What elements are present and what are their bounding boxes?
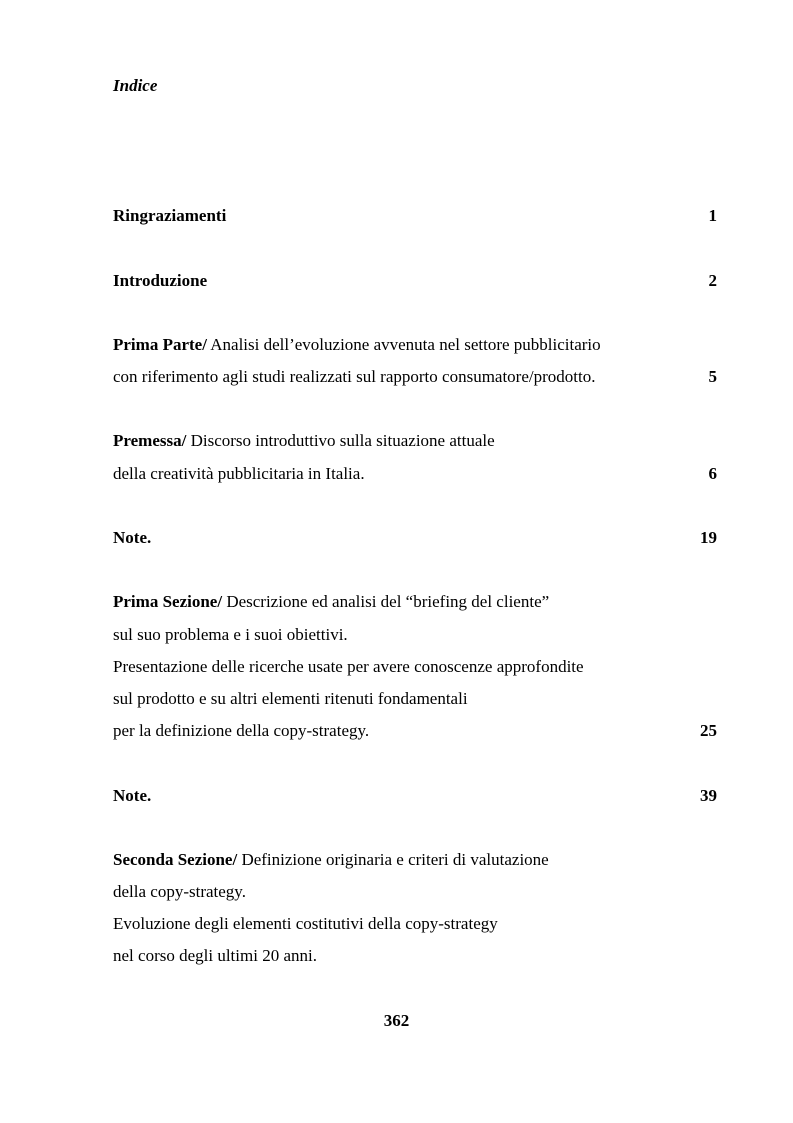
toc-entry-description: Descrizione ed analisi del “briefing del cliente” <box>222 592 550 611</box>
toc-entry-description: con riferimento agli studi realizzati sul rapporto consumatore/prodotto. <box>113 367 596 386</box>
toc-entry-title: Note. <box>113 786 152 805</box>
toc-entry-seconda-sezione-continued <box>113 944 717 968</box>
toc-entry-prima-sezione <box>113 590 717 614</box>
toc-entry-title: Ringraziamenti <box>113 206 227 225</box>
toc-entry-description: della creatività pubblicitaria in Italia. <box>113 464 365 483</box>
toc-entry-description: Definizione originaria e criteri di valutazione <box>237 850 549 869</box>
toc-entry-seconda-sezione-continued <box>113 880 717 904</box>
page-number: 362 <box>383 1011 410 1030</box>
toc-entry-description: sul prodotto e su altri elementi ritenuti fondamentali <box>113 689 468 708</box>
toc-entry-title: Prima Sezione/ <box>113 592 223 611</box>
toc-entry-premessa-continued <box>113 462 717 486</box>
toc-entry-page: 1 <box>708 206 717 225</box>
toc-entry-page: 6 <box>708 464 717 483</box>
toc-entry-title: Seconda Sezione/ <box>113 850 238 869</box>
toc-entry-description: Evoluzione degli elementi costitutivi della copy-strategy <box>113 914 498 933</box>
toc-entry-description: Presentazione delle ricerche usate per avere conoscenze approfondite <box>113 657 584 676</box>
toc-entry-note-1 <box>113 526 717 550</box>
toc-entry-title: Introduzione <box>113 271 208 290</box>
toc-entry-title: Premessa/ <box>113 431 187 450</box>
toc-entry-title: Note. <box>113 528 152 547</box>
toc-entry-prima-sezione-continued <box>113 623 717 647</box>
toc-entry-description: della copy-strategy. <box>113 882 246 901</box>
toc-entry-page: 2 <box>708 271 717 290</box>
toc-entry-note-2 <box>113 784 717 808</box>
toc-entry-ringraziamenti <box>113 204 717 228</box>
toc-entry-page: 19 <box>700 528 717 547</box>
toc-entry-page: 39 <box>700 786 717 805</box>
toc-entry-introduzione <box>113 269 717 293</box>
toc-entry-seconda-sezione <box>113 848 717 872</box>
toc-entry-title: Prima Parte/ <box>113 335 207 354</box>
toc-entry-description: nel corso degli ultimi 20 anni. <box>113 946 317 965</box>
toc-entry-description: Analisi dell’evoluzione avvenuta nel settore pubblicitario <box>206 335 601 354</box>
toc-entry-description: sul suo problema e i suoi obiettivi. <box>113 625 348 644</box>
page-heading: Indice <box>113 76 158 95</box>
toc-entry-prima-parte-continued <box>113 365 717 389</box>
toc-entry-description: Discorso introduttivo sulla situazione attuale <box>186 431 495 450</box>
toc-entry-prima-sezione-continued <box>113 687 717 711</box>
toc-entry-page: 25 <box>700 721 717 740</box>
toc-entry-seconda-sezione-continued <box>113 912 717 936</box>
toc-entry-premessa <box>113 429 717 453</box>
toc-entry-prima-sezione-continued <box>113 719 717 743</box>
toc-entry-prima-parte <box>113 333 717 357</box>
toc-entry-page: 5 <box>708 367 717 386</box>
toc-entry-description: per la definizione della copy-strategy. <box>113 721 370 740</box>
toc-entry-prima-sezione-continued <box>113 655 717 679</box>
